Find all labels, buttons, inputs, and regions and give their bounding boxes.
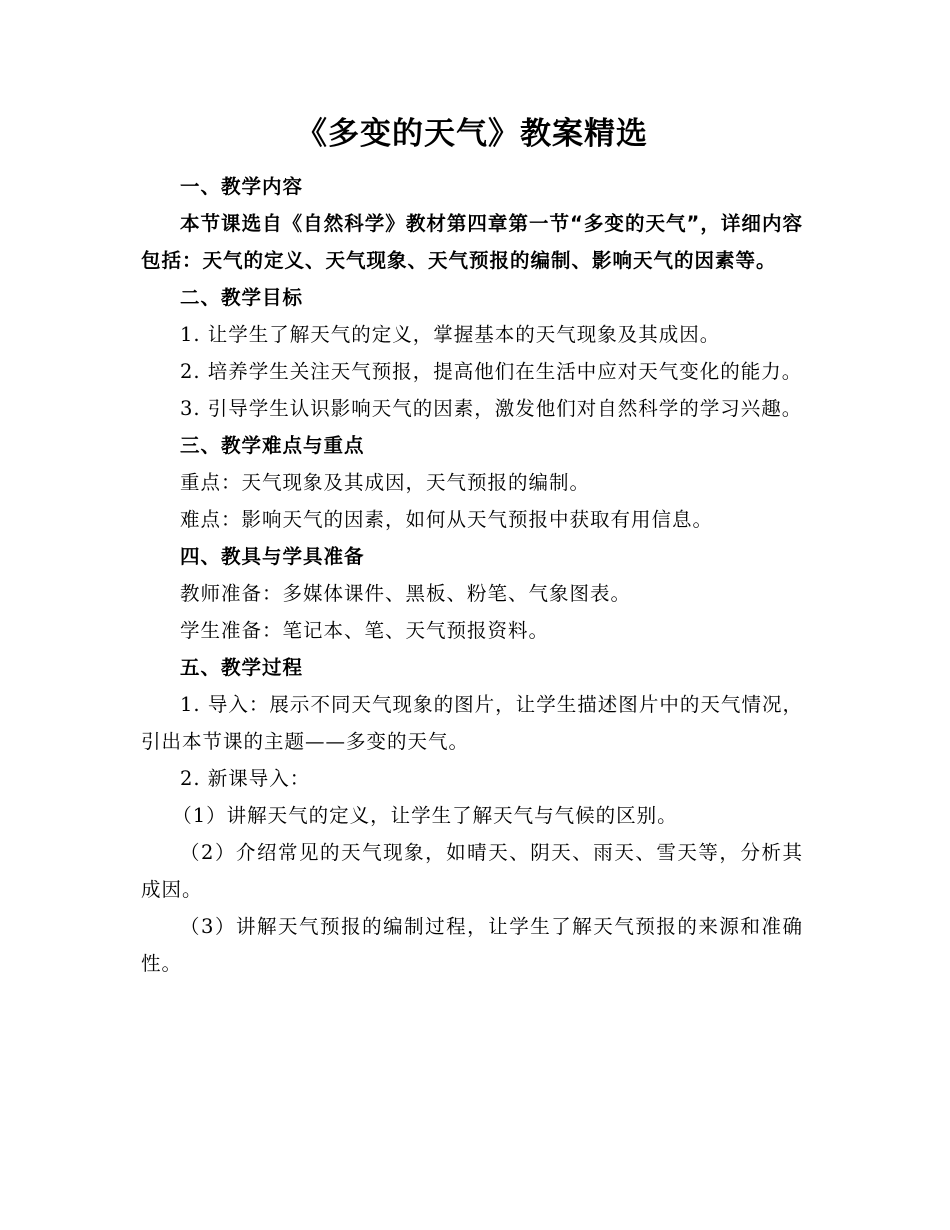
process-substep-1: （1）讲解天气的定义，让学生了解天气与气候的区别。 [172,804,678,827]
section-heading-teaching-goals: 二、教学目标 [180,286,304,309]
teacher-materials-text: 教师准备：多媒体课件、黑板、粉笔、气象图表。 [180,582,632,605]
process-step-2: 2. 新课导入： [180,767,311,790]
process-step-1: 1. 导入：展示不同天气现象的图片，让学生描述图片中的天气情况，引出本节课的主题——多变的天气。 [141,693,803,753]
document-content [141,112,803,982]
key-point-text: 重点：天气现象及其成因，天气预报的编制。 [180,471,591,494]
section-heading-key-points: 三、教学难点与重点 [180,434,365,457]
section-heading-teaching-content: 一、教学内容 [180,175,304,198]
section-heading-materials: 四、教具与学具准备 [180,545,365,568]
process-substep-3: （3）讲解天气预报的编制过程，让学生了解天气预报的来源和准确性。 [141,915,803,975]
process-substep-2: （2）介绍常见的天气现象，如晴天、阴天、雨天、雪天等，分析其成因。 [141,841,803,901]
student-materials-text: 学生准备：笔记本、笔、天气预报资料。 [180,619,550,642]
goal-item-2: 2. 培养学生关注天气预报，提高他们在生活中应对天气变化的能力。 [180,360,803,383]
goal-item-1: 1. 让学生了解天气的定义，掌握基本的天气现象及其成因。 [180,323,721,346]
section-heading-process: 五、教学过程 [180,656,304,679]
goal-item-3: 3. 引导学生认识影响天气的因素，激发他们对自然科学的学习兴趣。 [180,397,803,420]
page-title: 《多变的天气》教案精选 [296,116,648,152]
teaching-content-paragraph: 本节课选自《自然科学》教材第四章第一节“多变的天气”，详细内容包括：天气的定义、天气现象、天气预报的编制、影响天气的因素等。 [141,212,803,272]
difficulty-text: 难点：影响天气的因素，如何从天气预报中获取有用信息。 [180,508,714,531]
